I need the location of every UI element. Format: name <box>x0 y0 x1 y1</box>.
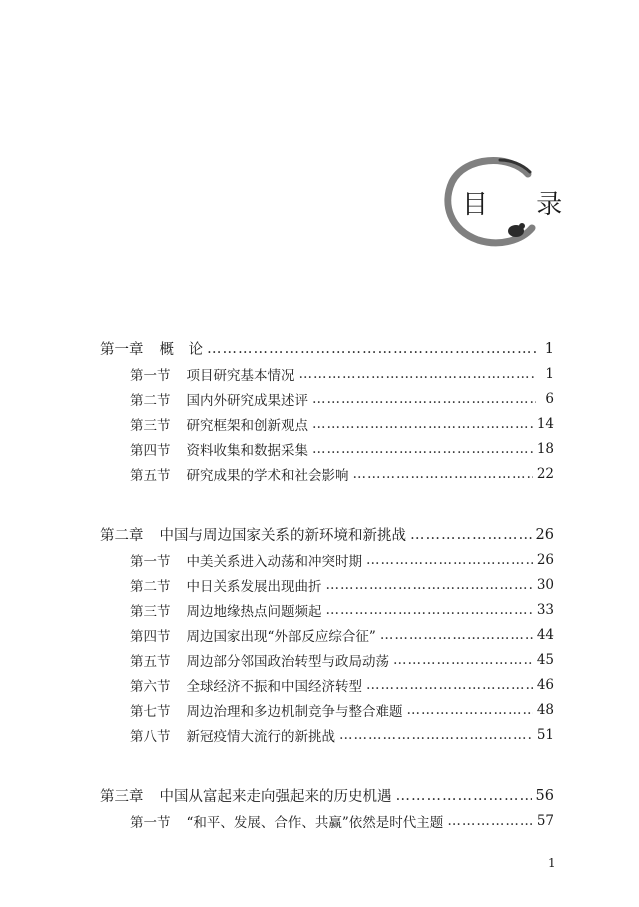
toc-page-number: 46 <box>536 676 554 693</box>
toc-page-number: 22 <box>536 465 554 482</box>
page-number: 1 <box>548 856 556 870</box>
chapter-title: 概 论 <box>159 342 203 358</box>
dot-leader <box>393 652 533 668</box>
toc-section-entry[interactable] <box>100 622 554 647</box>
dot-leader <box>207 341 536 357</box>
toc-section-entry[interactable] <box>100 722 554 747</box>
toc-section-entry[interactable] <box>100 597 554 622</box>
toc-page-number: 14 <box>536 415 554 432</box>
dot-leader <box>326 577 533 593</box>
toc-page-number: 51 <box>536 726 554 743</box>
dot-leader <box>366 677 533 693</box>
section-title: 中日关系发展出现曲折 <box>186 578 322 595</box>
section-title: “和平、发展、合作、共赢”依然是时代主题 <box>186 814 444 831</box>
section-title: 新冠疫情大流行的新挑战 <box>186 728 335 745</box>
toc-page-number: 44 <box>536 626 554 643</box>
toc-page-number: 45 <box>536 651 554 668</box>
dot-leader <box>326 602 533 618</box>
toc-section-entry[interactable] <box>100 461 554 486</box>
dot-leader <box>407 702 533 718</box>
section-title: 资料收集和数据采集 <box>186 442 308 459</box>
section-title: 周边部分邻国政治转型与政局动荡 <box>186 653 389 670</box>
section-title: 国内外研究成果述评 <box>186 392 308 409</box>
section-label: 第二节 <box>130 392 171 409</box>
toc-section-entry[interactable] <box>100 572 554 597</box>
dot-leader <box>396 788 532 804</box>
toc-page-number: 57 <box>536 812 554 829</box>
section-title: 全球经济不振和中国经济转型 <box>186 678 362 695</box>
chapter-block <box>100 336 554 486</box>
section-title: 周边治理和多边机制竞争与整合难题 <box>186 703 403 720</box>
toc-section-entry[interactable] <box>100 808 554 833</box>
toc-page-number: 33 <box>536 601 554 618</box>
section-label: 第五节 <box>130 467 171 484</box>
section-title: 周边国家出现“外部反应综合征” <box>186 628 376 645</box>
dot-leader <box>339 727 533 743</box>
toc-chapter-entry[interactable] <box>100 522 554 547</box>
dot-leader <box>366 552 533 568</box>
section-label: 第四节 <box>130 442 171 459</box>
toc-page-number: 1 <box>545 365 554 382</box>
toc-page-number: 6 <box>545 390 554 407</box>
toc-page-number: 48 <box>536 701 554 718</box>
toc-page-number: 56 <box>535 787 554 804</box>
toc-page-number: 1 <box>544 340 554 357</box>
dot-leader <box>410 527 532 543</box>
toc-section-entry[interactable] <box>100 386 554 411</box>
dot-leader <box>299 366 537 382</box>
section-label: 第八节 <box>130 728 171 745</box>
section-label: 第一节 <box>130 553 171 570</box>
chapter-title: 中国从富起来走向强起来的历史机遇 <box>159 789 392 805</box>
dot-leader <box>353 466 533 482</box>
toc-section-entry[interactable] <box>100 547 554 572</box>
dot-leader <box>312 441 533 457</box>
toc-section-entry[interactable] <box>100 361 554 386</box>
section-label: 第四节 <box>130 628 171 645</box>
section-label: 第二节 <box>130 578 171 595</box>
toc-chapter-entry[interactable] <box>100 336 554 361</box>
toc-chapter-entry[interactable] <box>100 783 554 808</box>
toc-page-number: 30 <box>536 576 554 593</box>
section-label: 第六节 <box>130 678 171 695</box>
section-title: 研究框架和创新观点 <box>186 417 308 434</box>
toc-page-number: 26 <box>535 526 554 543</box>
section-label: 第五节 <box>130 653 171 670</box>
section-title: 研究成果的学术和社会影响 <box>186 467 349 484</box>
section-title: 中美关系进入动荡和冲突时期 <box>186 553 362 570</box>
dot-leader <box>312 391 536 407</box>
dot-leader <box>312 416 533 432</box>
dot-leader <box>447 813 533 829</box>
section-label: 第一节 <box>130 367 171 384</box>
chapter-label: 第二章 <box>100 528 144 544</box>
section-title: 周边地缘热点问题频起 <box>186 603 322 620</box>
toc-section-entry[interactable] <box>100 697 554 722</box>
toc-page-number: 18 <box>536 440 554 457</box>
section-label: 第七节 <box>130 703 171 720</box>
dot-leader <box>380 627 533 643</box>
section-label: 第三节 <box>130 603 171 620</box>
toc-page-number: 26 <box>536 551 554 568</box>
section-label: 第三节 <box>130 417 171 434</box>
chapter-block <box>100 522 554 747</box>
section-title: 项目研究基本情况 <box>186 367 295 384</box>
toc-section-entry[interactable] <box>100 411 554 436</box>
section-label: 第一节 <box>130 814 171 831</box>
toc-section-entry[interactable] <box>100 436 554 461</box>
chapter-title: 中国与周边国家关系的新环境和新挑战 <box>159 528 406 544</box>
table-of-contents <box>100 336 554 869</box>
toc-heading <box>440 152 583 252</box>
toc-section-entry[interactable] <box>100 647 554 672</box>
toc-section-entry[interactable] <box>100 672 554 697</box>
toc-title: 目 录 <box>462 190 583 220</box>
chapter-block <box>100 783 554 833</box>
chapter-label: 第一章 <box>100 342 144 358</box>
chapter-label: 第三章 <box>100 789 144 805</box>
